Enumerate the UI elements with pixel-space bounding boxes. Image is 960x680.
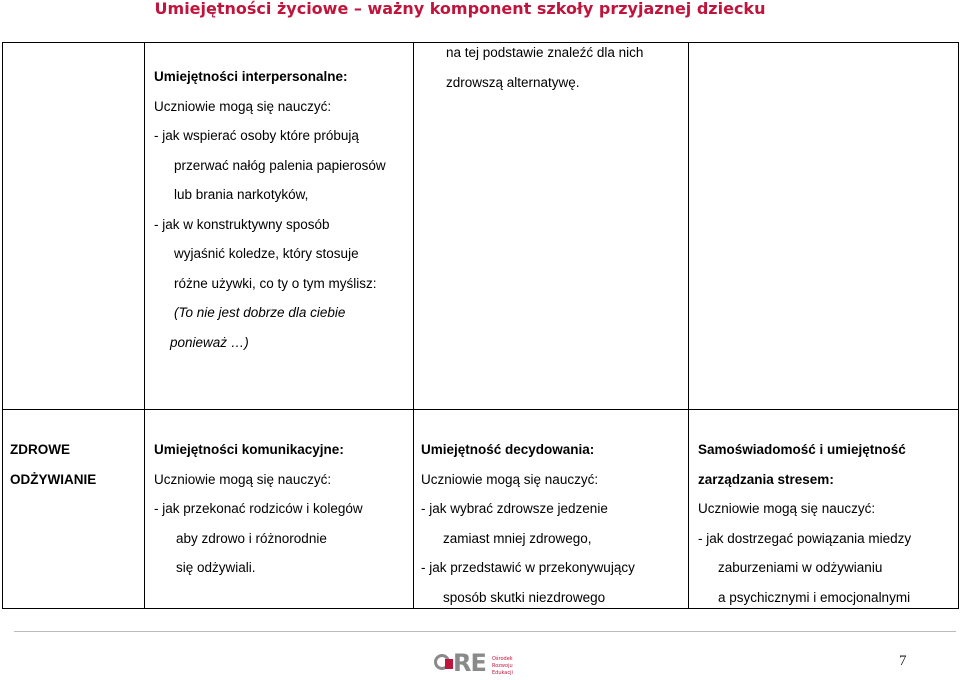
table-border [2,42,3,609]
topic-label: ZDROWE [10,442,70,457]
list-item-continuation: się odżywiali. [176,560,256,575]
logo-text: RE [453,649,486,677]
cell-heading: Umiejętność decydowania: [421,442,595,457]
page-title: Umiejętności życiowe – ważny komponent szkoły przyjaznej dziecku [154,0,766,18]
cell-heading: zarządzania stresem: [698,471,834,487]
list-item: - jak wybrać zdrowsze jedzenie [421,501,608,516]
cell-intro: Uczniowie mogą się nauczyć: [421,471,599,487]
list-item-continuation: zaburzeniami w odżywianiu [718,560,883,575]
list-item-continuation: lub brania narkotyków, [174,187,309,202]
cell-intro: Uczniowie mogą się nauczyć: [154,98,332,114]
table-border [413,42,414,609]
cell-intro: Uczniowie mogą się nauczyć: [698,501,876,516]
list-item: - jak przedstawić w przekonywujący [421,560,635,575]
list-item: - jak przekonać rodziców i kolegów [154,501,363,516]
list-item-continuation: przerwać nałóg palenia papierosów [174,157,386,173]
footer-divider [14,631,956,632]
list-item-continuation: aby zdrowo i różnorodnie [176,530,327,546]
table-border [688,42,689,609]
continuation-cell [446,38,643,97]
cell-heading: Samoświadomość i umiejętność [698,442,906,457]
table-border [2,409,959,410]
example-text: (To nie jest dobrze dla ciebie [174,305,346,320]
list-item-continuation: na tej podstawie znaleźć dla nich [446,45,644,60]
table-border [958,42,959,609]
cell-heading: Umiejętności interpersonalne: [154,69,348,84]
list-item-continuation: wyjaśnić koledze, który stosuje [174,246,359,261]
logo-caption: Ośrodek [492,656,513,662]
table-border [144,42,145,609]
logo-o-icon [434,654,450,670]
list-item-continuation: zamiast mniej zdrowego, [443,530,592,546]
communication-skills-cell [154,435,363,583]
page-number: 7 [899,653,907,669]
list-item: - jak w konstruktywny sposób [154,216,330,232]
example-text: ponieważ …) [170,334,249,350]
cell-intro: Uczniowie mogą się nauczyć: [154,471,332,487]
topic-cell [10,435,96,494]
list-item: - jak wspierać osoby które próbują [154,128,359,143]
list-item-continuation: zdrowszą alternatywę. [446,74,580,90]
cell-heading: Umiejętności komunikacyjne: [154,442,344,457]
topic-label: ODŻYWIANIE [10,471,97,487]
logo-caption: Edukacji [492,670,513,676]
stress-management-cell [698,435,911,612]
decision-making-cell [421,435,635,612]
list-item-continuation: sposób skutki niezdrowego [443,589,606,605]
list-item: - jak dostrzegać powiązania miedzy [698,530,912,546]
list-item-continuation: różne używki, co ty o tym myślisz: [174,275,377,291]
logo-caption: Rozwoju [492,663,513,669]
list-item-continuation: a psychicznymi i emocjonalnymi [718,589,911,605]
interpersonal-skills-cell [154,62,386,357]
